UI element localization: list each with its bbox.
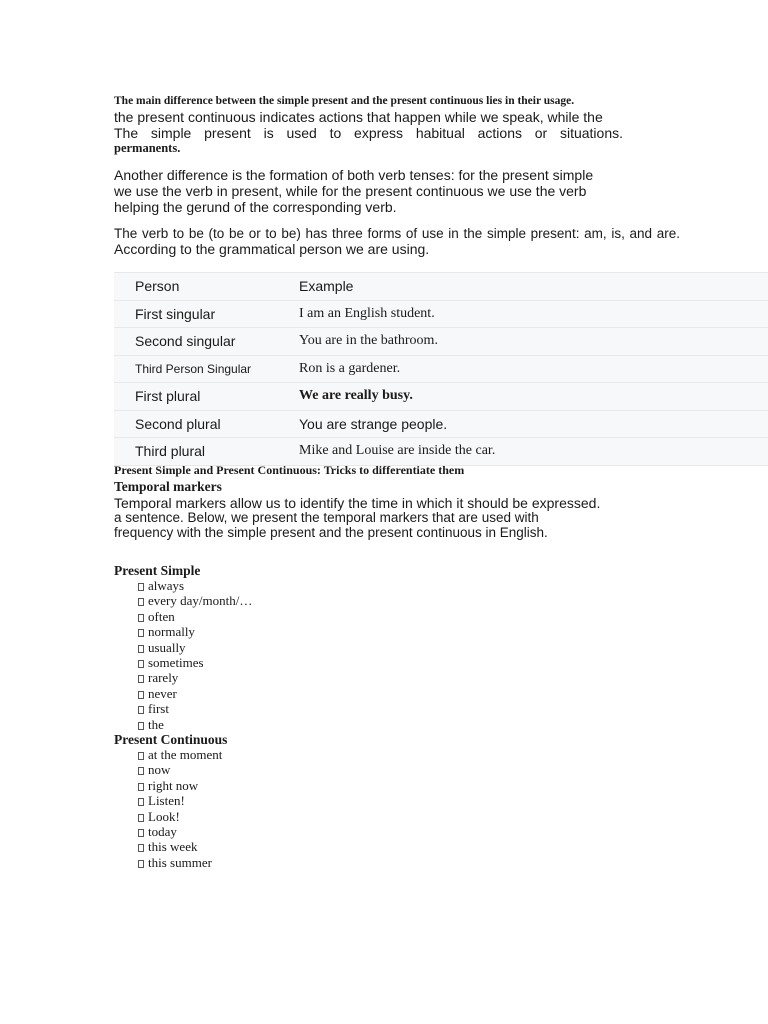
- table-cell-example: I am an English student.: [299, 300, 768, 328]
- table-cell-example: You are strange people.: [299, 410, 768, 438]
- list-item: [138, 809, 222, 824]
- tricks-line-2: a sentence. Below, we present the temporal markers that are used with: [114, 510, 539, 525]
- list-item: [138, 778, 222, 793]
- list-item-label: sometimes: [148, 654, 204, 670]
- checkbox-glyph-icon: [138, 645, 144, 653]
- table-cell-person: Third plural: [114, 438, 299, 466]
- para2-line-2: we use the verb in present, while for the present continuous we use the verb: [114, 183, 587, 199]
- list-item: [138, 624, 252, 639]
- tricks-line-3: frequency with the simple present and the present continuous in English.: [114, 525, 548, 540]
- list-item: [138, 609, 252, 624]
- list-item: [138, 717, 252, 732]
- table-cell-example: We are really busy.: [299, 383, 768, 411]
- list-item: [138, 593, 252, 608]
- present-continuous-heading: Present Continuous: [114, 732, 228, 747]
- table-row: [114, 438, 768, 466]
- table-cell-example: Ron is a gardener.: [299, 355, 768, 383]
- table-cell-person: Third Person Singular: [114, 355, 299, 383]
- list-item: [138, 747, 222, 762]
- list-item-label: Look!: [148, 808, 180, 824]
- table-cell-example: You are in the bathroom.: [299, 328, 768, 356]
- list-item-label: this week: [148, 839, 198, 855]
- list-item: [138, 762, 222, 777]
- checkbox-glyph-icon: [138, 691, 144, 699]
- checkbox-glyph-icon: [138, 798, 144, 806]
- list-item-label: often: [148, 608, 175, 624]
- table-row: [114, 383, 768, 411]
- table-row: [114, 328, 768, 356]
- intro-title: The main difference between the simple present and the present continuous lies in their usage.: [114, 95, 575, 107]
- list-item-label: usually: [148, 639, 186, 655]
- checkbox-glyph-icon: [138, 629, 144, 637]
- para3-line-1: The verb to be (to be or to be) has three forms of use in the simple present: am, is, and are.: [114, 226, 680, 241]
- checkbox-glyph-icon: [138, 660, 144, 668]
- table-cell-person: First singular: [114, 300, 299, 328]
- list-item: [138, 855, 222, 870]
- intro-line-3: permanents.: [114, 141, 181, 155]
- list-item-label: first: [148, 701, 169, 717]
- table-cell-person: Second singular: [114, 328, 299, 356]
- list-item: [138, 578, 252, 593]
- present-continuous-list: [138, 747, 222, 870]
- list-item-label: today: [148, 823, 177, 839]
- checkbox-glyph-icon: [138, 583, 144, 591]
- list-item-label: never: [148, 685, 177, 701]
- checkbox-glyph-icon: [138, 860, 144, 868]
- tricks-line-1: Temporal markers allow us to identify the time in which it should be expressed.: [114, 495, 601, 511]
- present-simple-list: [138, 578, 252, 732]
- checkbox-glyph-icon: [138, 722, 144, 730]
- para2-line-1: Another difference is the formation of both verb tenses: for the present simple: [114, 167, 594, 183]
- para3-line-2: According to the grammatical person we are using.: [114, 241, 430, 257]
- verb-to-be-table: [114, 272, 768, 466]
- checkbox-glyph-icon: [138, 675, 144, 683]
- checkbox-glyph-icon: [138, 814, 144, 822]
- list-item-label: Listen!: [148, 793, 185, 809]
- list-item-label: every day/month/…: [148, 593, 253, 609]
- list-item-label: normally: [148, 624, 195, 640]
- list-item: [138, 824, 222, 839]
- table-cell-person: Second plural: [114, 410, 299, 438]
- list-item: [138, 701, 252, 716]
- checkbox-glyph-icon: [138, 752, 144, 760]
- list-item: [138, 640, 252, 655]
- temporal-markers-heading: Temporal markers: [114, 479, 222, 494]
- list-item-label: rarely: [148, 670, 179, 686]
- checkbox-glyph-icon: [138, 598, 144, 606]
- list-item-label: the: [148, 716, 164, 732]
- list-item-label: this summer: [148, 854, 212, 870]
- tricks-heading: Present Simple and Present Continuous: Tricks to differentiate them: [114, 463, 465, 477]
- intro-line-2: The simple present is used to express habitual actions or situations.: [114, 125, 623, 141]
- table-header-example: Example: [299, 273, 768, 301]
- intro-line-1: the present continuous indicates actions that happen while we speak, while the: [114, 109, 603, 125]
- table-header-row: [114, 273, 768, 301]
- list-item-label: right now: [148, 777, 199, 793]
- list-item: [138, 793, 222, 808]
- table-row: [114, 410, 768, 438]
- checkbox-glyph-icon: [138, 706, 144, 714]
- list-item: [138, 686, 252, 701]
- list-item: [138, 839, 222, 854]
- table-header-person: Person: [114, 273, 299, 301]
- table-row: [114, 300, 768, 328]
- checkbox-glyph-icon: [138, 829, 144, 837]
- checkbox-glyph-icon: [138, 767, 144, 775]
- list-item-label: now: [148, 762, 171, 778]
- para2-line-3: helping the gerund of the corresponding verb.: [114, 199, 397, 215]
- present-simple-heading: Present Simple: [114, 563, 201, 578]
- list-item-label: at the moment: [148, 747, 223, 762]
- table-row: [114, 355, 768, 383]
- checkbox-glyph-icon: [138, 783, 144, 791]
- list-item-label: always: [148, 578, 185, 593]
- table-cell-example: Mike and Louise are inside the car.: [299, 438, 768, 466]
- table-cell-person: First plural: [114, 383, 299, 411]
- checkbox-glyph-icon: [138, 844, 144, 852]
- checkbox-glyph-icon: [138, 614, 144, 622]
- list-item: [138, 655, 252, 670]
- list-item: [138, 670, 252, 685]
